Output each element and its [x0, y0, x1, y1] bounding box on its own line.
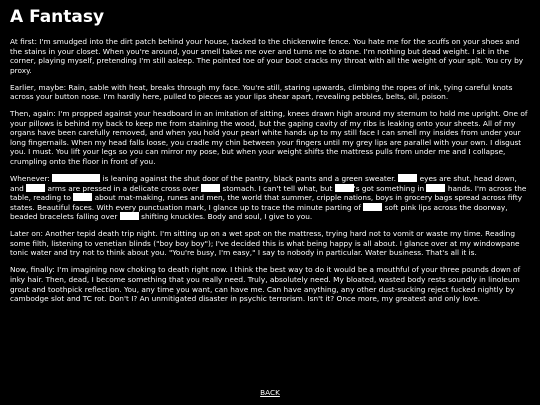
- paragraph-earlier-maybe: Earlier, maybe: Rain, sable with heat, breaks through my face. You're still, staring upwards, climbing the ropes of ink, tying careful knots across your button nose. I'm hardly here, pulled to pieces as your lips shear apart, revealing pebbles, belts, oil, poison.: [10, 82, 513, 102]
- paragraph-whenever: [10, 174, 532, 222]
- redaction-box: [52, 174, 100, 182]
- redaction-box: [398, 174, 417, 182]
- text-segment: soft pink lips across the doorway, beaded bracelets falling over: [10, 202, 508, 222]
- redaction-box: [363, 203, 382, 211]
- back-link[interactable]: BACK: [260, 388, 280, 397]
- paragraph-later-on: Later on: Another tepid death trip night. I'm sitting up on a wet spot on the mattress, trying hard not to vomit or waste my time. Reading some filth, listening to venetian blinds ("boy boy boy"); I've decided this is what being happy is all about. I glance over at my windowpane tonic water and try not to think about you. "You're busy, I'm easy," I say to nobody in particular. Water business. That's all it is.: [10, 229, 520, 258]
- redaction-box: [26, 184, 45, 192]
- redaction-box: [120, 212, 139, 220]
- paragraph-then-again: Then, again: I'm propped against your headboard in an imitation of sitting, knees drawn high around my sternum to hold me upright. One of your pillows is behind my back to keep me from staining the wood, but the gaping cavity of my ribs is leaking onto your sheets. All of my organs have been carefully removed, and when you hold your pearl white hands up to my still face I can smell my insides from under your long fingernails. When my head falls loose, you cradle my chin between your fingers until my grey lips are parallel with your own. I disgust you. I must. You lift your legs so you can mirror my pose, but when your weight shifts the mattress pulls from under me and I collapse, crumpling onto the floor in front of you.: [10, 109, 528, 167]
- text-segment: arms are pressed in a delicate cross over: [47, 183, 199, 193]
- text-segment: about mat-making, runes and men, the world that summer, cripple nations, boys in grocery bags spread across fifty states. Beautiful faces. With every punctuation mark, I glance up to trace the minute parting of: [10, 193, 523, 212]
- text-segment: Whenever:: [10, 174, 50, 184]
- text-segment: shifting knuckles. Body and soul, I give to you.: [141, 212, 313, 222]
- text-segment: hands. I'm across the table, reading to: [10, 183, 527, 203]
- back-link-container: [0, 388, 540, 398]
- text-segment: stomach. I can't tell what, but: [222, 183, 333, 193]
- page-title: A Fantasy: [10, 7, 105, 27]
- text-segment: eyes are shut, head down, and: [10, 174, 517, 193]
- redaction-box: [201, 184, 220, 192]
- paragraph-at-first: At first: I'm smudged into the dirt patch behind your house, tacked to the chickenwire fence. You hate me for the scuffs on your shoes and the stains in your closet. When you're around, your smell takes me over and turns me to stone. I'm nothing but dead weight. I sit in the corner, playing myself, pretending I'm still asleep. The pointed toe of your boot cracks my throat with all the weight of your spit. You cry by proxy.: [10, 37, 524, 75]
- redaction-box: [73, 193, 92, 201]
- redaction-box: [335, 184, 354, 192]
- text-segment: 's got something in: [353, 183, 425, 193]
- paragraph-now-finally: Now, finally: I'm imagining now choking to death right now. I think the best way to do it would be a mouthful of your three pounds down of inky hair. Then, dead, I become something that you really need. Truly, absolutely need. My bloated, wasted body rests soundly in linoleum grout and toothpick reflection. You, any time you want, can have me. Can have anything, any other dust-sucking reject fucked nightly by cambodge slot and TC rot. Don't I? An unmitigated disaster in psychic terrorism. Isn't it? Once more, my greatest and only love.: [10, 265, 521, 304]
- text-segment: is leaning against the shut door of the pantry, black pants and a green sweater.: [102, 174, 396, 184]
- redaction-box: [426, 184, 445, 192]
